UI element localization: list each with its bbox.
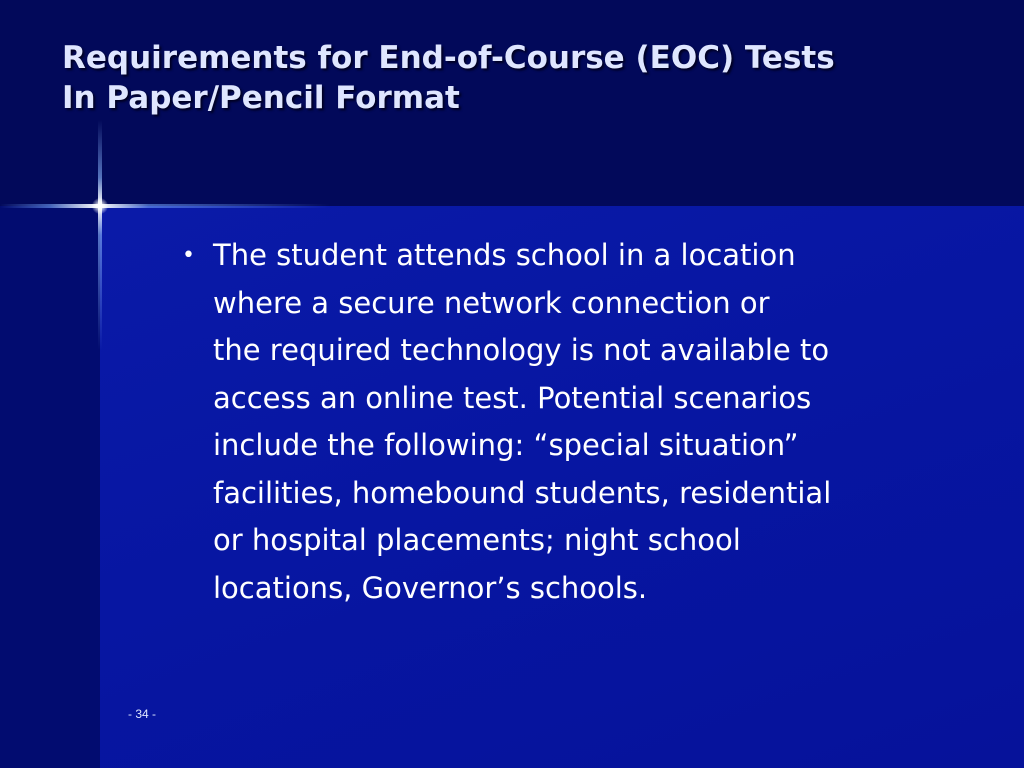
bullet-text-line: the required technology is not available to <box>213 333 830 367</box>
bullet-text-line: include the following: “special situation” <box>213 428 799 462</box>
page-number: - 34 - <box>128 707 157 721</box>
left-strip <box>0 206 100 768</box>
slide-title <box>62 38 982 118</box>
bullet-text-line: locations, Governor’s schools. <box>213 570 648 605</box>
slide-title-line-1: Requirements for End-of-Course (EOC) Tests <box>62 40 835 76</box>
bullet-marker: • <box>182 243 195 268</box>
sparkle-vertical-line <box>98 120 102 350</box>
bullet-item <box>182 232 972 612</box>
bullet-text-line: where a secure network connection or <box>213 285 770 320</box>
sparkle-star-icon <box>92 198 108 214</box>
bullet-text-line: The student attends school in a location <box>213 238 796 272</box>
bullet-list <box>182 232 972 612</box>
bullet-text-line: or hospital placements; night school <box>213 523 741 557</box>
bullet-text-line: facilities, homebound students, residential <box>213 475 832 510</box>
sparkle-horizontal-line <box>0 204 330 208</box>
bullet-text-line: access an online test. Potential scenarios <box>213 380 812 415</box>
slide-title-line-2: In Paper/Pencil Format <box>62 80 460 116</box>
